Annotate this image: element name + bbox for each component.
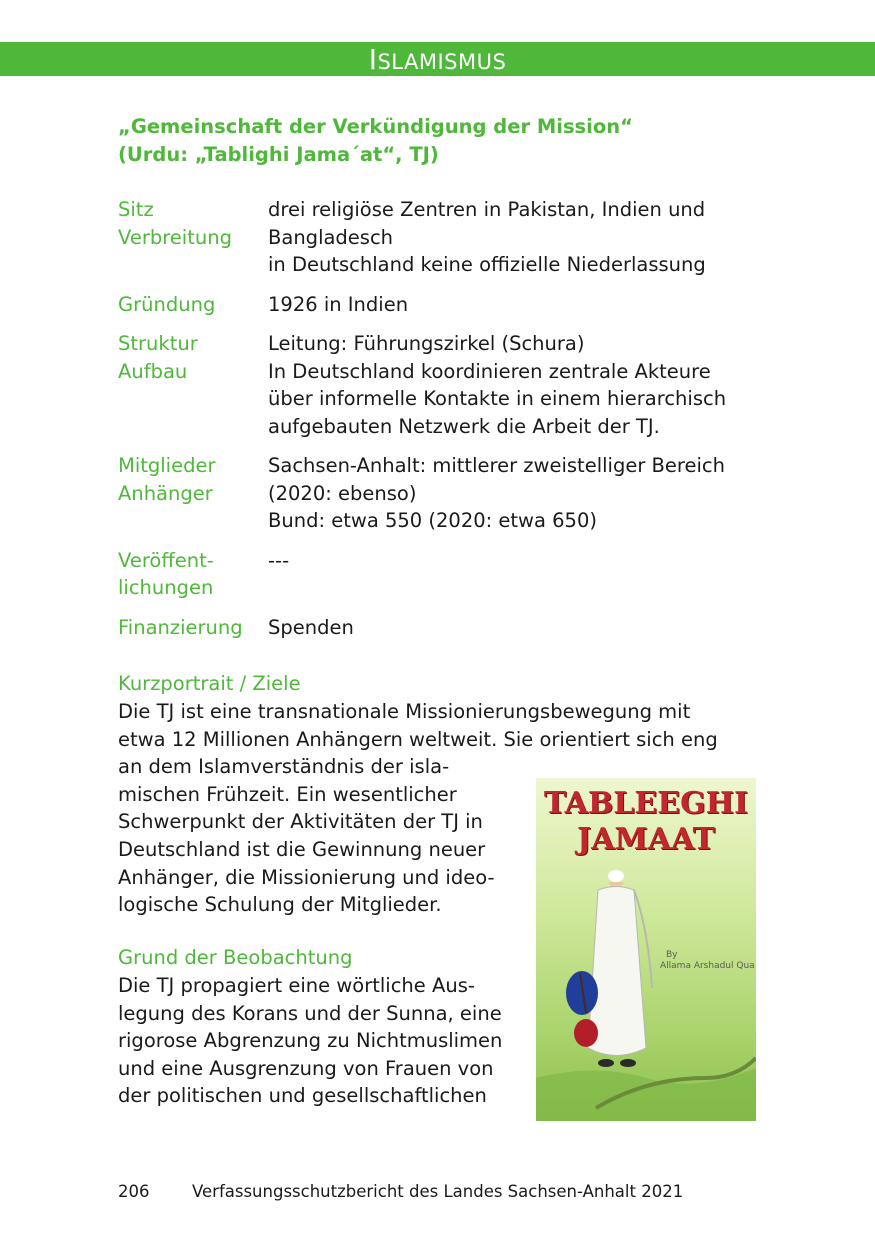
paragraph-line: und eine Ausgrenzung von Frauen von <box>118 1056 494 1080</box>
fact-label <box>118 330 268 440</box>
organization-title-line: „Gemeinschaft der Verkündigung der Mission“ <box>118 115 633 138</box>
paragraph-line: logische Schulung der Mitglieder. <box>118 893 442 917</box>
book-cover-image <box>536 778 756 1121</box>
fact-row-sitz <box>118 196 778 279</box>
paragraph-line: rigorose Abgrenzung zu Nichtmuslimen <box>118 1029 503 1053</box>
fact-label-line: Finanzierung <box>118 615 243 639</box>
fact-value-line: Leitung: Führungszirkel (Schura) <box>268 332 585 355</box>
paragraph-line: Anhänger, die Missionierung und ideo- <box>118 865 495 889</box>
fact-value <box>268 547 778 602</box>
fact-value-line: Bund: etwa 550 (2020: etwa 650) <box>268 509 597 532</box>
fact-value-line: aufgebauten Netzwerk die Arbeit der TJ. <box>268 414 660 438</box>
page-footer <box>118 1180 683 1204</box>
fact-value-line: über informelle Kontakte in einem hierarchisch <box>268 387 727 410</box>
fact-table <box>118 196 778 653</box>
section-header <box>0 42 875 76</box>
section-header-initial: I <box>368 43 378 76</box>
fact-value <box>268 614 778 642</box>
fact-value-line: in Deutschland keine offizielle Niederlassung <box>268 253 706 276</box>
fact-label <box>118 196 268 279</box>
organization-title <box>118 113 798 169</box>
fact-value-line: (2020: ebenso) <box>268 481 417 505</box>
fact-label-line: Struktur <box>118 332 198 355</box>
fact-row-struktur <box>118 330 778 440</box>
kurzportrait-heading: Kurzportrait / Ziele <box>118 672 301 695</box>
beobachtung-paragraph <box>118 972 502 1110</box>
fact-value <box>268 330 778 440</box>
fact-label-line: Anhänger <box>118 481 213 505</box>
organization-subtitle-line: (Urdu: „Tablighi Jama´at“, TJ) <box>118 143 439 166</box>
fact-label <box>118 547 268 602</box>
fact-value-line: 1926 in Indien <box>268 292 409 316</box>
fact-value-line: Spenden <box>268 615 354 639</box>
paragraph-line: mischen Frühzeit. Ein wesentlicher <box>118 782 457 806</box>
fact-label-line: Mitglieder <box>118 454 216 477</box>
paragraph-line: Deutschland ist die Gewinnung neuer <box>118 837 486 861</box>
book-cover-subtitle: JAMAAT <box>577 822 715 857</box>
book-cover-author-prefix: By <box>666 950 678 960</box>
fact-value-line: --- <box>268 548 290 572</box>
fact-label-line: Gründung <box>118 292 216 316</box>
fact-label-line: Verbreitung <box>118 225 232 249</box>
fact-row-mitglieder <box>118 452 778 535</box>
fact-label <box>118 614 268 642</box>
fact-value-line: In Deutschland koordinieren zentrale Akteure <box>268 359 711 383</box>
page-number: 206 <box>118 1182 150 1201</box>
paragraph-line: der politischen und gesellschaftlichen <box>118 1084 487 1108</box>
fact-label-line: Aufbau <box>118 359 188 383</box>
paragraph-line: Schwerpunkt der Aktivitäten der TJ in <box>118 810 483 834</box>
fact-row-veroeffentlichungen <box>118 547 778 602</box>
publication-title: Verfassungsschutzbericht des Landes Sachsen-Anhalt 2021 <box>192 1182 684 1201</box>
section-header-rest: SLAMISMUS <box>377 50 507 74</box>
paragraph-line: an dem Islamverständnis der isla- <box>118 755 450 779</box>
walking-figure-illustration <box>536 778 756 1121</box>
fact-value <box>268 291 778 319</box>
fact-label <box>118 452 268 535</box>
fact-value-line: drei religiöse Zentren in Pakistan, Indien und <box>268 198 706 221</box>
fact-value <box>268 452 778 535</box>
paragraph-line: etwa 12 Millionen Anhängern weltweit. Sie orientiert sich eng <box>118 727 718 751</box>
fact-value-line: Sachsen-Anhalt: mittlerer zweistelliger Bereich <box>268 454 725 477</box>
paragraph-line: Die TJ ist eine transnationale Missionierungsbewegung mit <box>118 700 691 723</box>
fact-value-line: Bangladesch <box>268 225 394 249</box>
fact-value <box>268 196 778 279</box>
fact-label-line: Veröffent- <box>118 548 214 572</box>
beobachtung-heading: Grund der Beobachtung <box>118 946 353 969</box>
fact-row-gruendung <box>118 291 778 319</box>
book-cover-author: Allama Arshadul Qua <box>660 961 755 971</box>
fact-label-line: Sitz <box>118 198 154 221</box>
fact-label-line: lichungen <box>118 576 214 599</box>
fact-row-finanzierung <box>118 614 778 642</box>
fact-label <box>118 291 268 319</box>
paragraph-line: Die TJ propagiert eine wörtliche Aus- <box>118 974 475 997</box>
book-cover-title: TABLEEGHI <box>543 786 749 821</box>
paragraph-line: legung des Korans und der Sunna, eine <box>118 1001 502 1025</box>
